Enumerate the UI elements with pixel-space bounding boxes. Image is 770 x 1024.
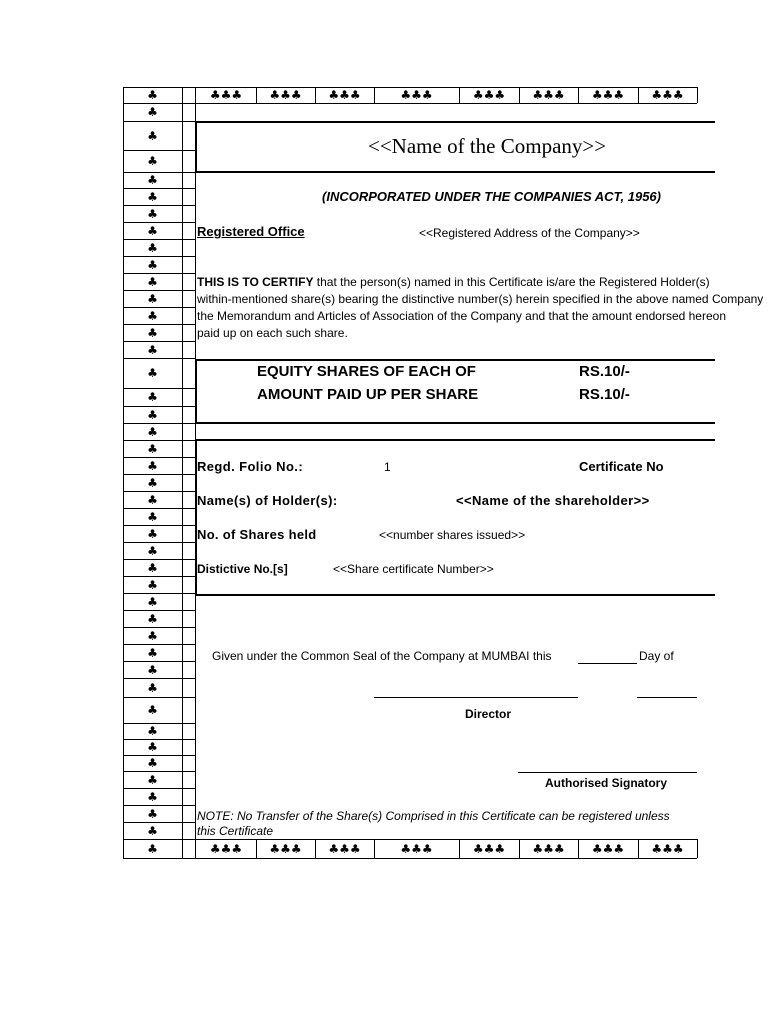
club-glyph: ♣ [147, 308, 158, 323]
grid-row-line [123, 627, 196, 628]
equity-line1-value: RS.10/- [579, 363, 630, 380]
equity-line2-value: RS.10/- [579, 386, 630, 403]
grid-row-line [123, 678, 196, 679]
club-glyph: ♣ [147, 342, 158, 357]
club-glyph: ♣ [147, 789, 158, 804]
grid-bottom-line [123, 858, 697, 859]
grid-row-line [123, 239, 196, 240]
grid-row-line [123, 440, 196, 441]
club-glyph: ♣ [147, 128, 158, 143]
club-glyph: ♣ [147, 560, 158, 575]
registered-office-label [197, 224, 315, 242]
certify-line [197, 291, 764, 308]
incorporated-text: (INCORPORATED UNDER THE COMPANIES ACT, 1956) [322, 189, 661, 204]
club-glyph: ♣ [147, 526, 158, 541]
club-glyph: ♣ [147, 366, 158, 380]
folio-label: Regd. Folio No.: [197, 459, 304, 474]
grid-row-line [123, 121, 196, 122]
club-glyph: ♣ [147, 291, 158, 306]
grid-row-line [123, 358, 196, 359]
auth-signatory-label: Authorised Signatory [545, 776, 668, 790]
certify-paragraph [197, 274, 764, 346]
club-glyph: ♣ [147, 189, 158, 204]
grid-row-line [123, 576, 196, 577]
note-line: this Certificate [197, 824, 274, 838]
band-club-glyphs: ♣♣♣ [400, 841, 433, 856]
grid-row-line [123, 610, 196, 611]
band-club-glyphs: ♣♣♣ [269, 841, 302, 856]
club-glyph: ♣ [147, 740, 158, 754]
certify-line [197, 325, 697, 342]
grid-row-line [123, 788, 196, 789]
band-club-glyphs: ♣♣♣ [400, 88, 433, 102]
club-glyph: ♣ [147, 611, 158, 626]
company-name: <<Name of the Company>> [368, 134, 607, 158]
grid-row-line [123, 805, 196, 806]
grid-row-line [123, 771, 196, 772]
grid-row-line [123, 508, 196, 509]
grid-row-line [123, 307, 196, 308]
shares-held-label: No. of Shares held [197, 527, 317, 542]
club-glyph: ♣ [147, 756, 158, 770]
grid-row-line [123, 474, 196, 475]
grid-row-line [123, 290, 196, 291]
grid-row-line [123, 388, 196, 389]
band-club-glyphs: ♣♣♣ [472, 841, 506, 856]
club-glyph: ♣ [147, 325, 158, 340]
grid-row-line [123, 172, 196, 173]
grid-row-line [123, 205, 196, 206]
club-glyph: ♣ [147, 645, 158, 660]
second-signature-line [637, 697, 697, 698]
auth-signatory-line [518, 772, 697, 773]
club-glyph: ♣ [147, 475, 158, 490]
distinctive-label: Distictive No.[s] [197, 562, 288, 576]
grid-row-line [123, 755, 196, 756]
grid-row-line [123, 739, 196, 740]
grid-row-line [123, 341, 196, 342]
band-divider [697, 87, 698, 103]
band-club-glyphs: ♣♣♣ [472, 88, 506, 102]
grid-row-line [123, 525, 196, 526]
certify-line-text: paid up on each such share. [197, 326, 348, 340]
club-glyph: ♣ [147, 772, 158, 787]
grid-row-line [123, 644, 196, 645]
grid-row-line [123, 222, 196, 223]
club-glyph: ♣ [147, 577, 158, 592]
grid-row-line [123, 324, 196, 325]
grid-row-line [123, 542, 196, 543]
band-club-glyphs: ♣♣♣ [651, 841, 684, 856]
band-club-glyphs: ♣♣♣ [591, 88, 625, 102]
band-club-glyphs: ♣♣♣ [209, 841, 243, 856]
club-glyph: ♣ [147, 206, 158, 221]
equity-line1-label: EQUITY SHARES OF EACH OF [257, 363, 476, 380]
club-glyph: ♣ [147, 173, 158, 187]
certify-line-text: the Memorandum and Articles of Association of the Company and that the amount endorsed hereon [197, 309, 726, 323]
note-text [197, 809, 697, 841]
club-glyph: ♣ [147, 223, 158, 238]
club-glyph: ♣ [147, 823, 158, 838]
grid-column-line [182, 87, 183, 859]
club-glyph: ♣ [147, 424, 158, 439]
club-glyph: ♣ [147, 274, 158, 289]
band-club-glyphs: ♣♣♣ [269, 88, 302, 102]
grid-row-line [123, 150, 196, 151]
club-glyph: ♣ [147, 628, 158, 643]
grid-row-line [123, 423, 196, 424]
club-glyph: ♣ [147, 509, 158, 524]
club-glyph: ♣ [147, 154, 158, 168]
club-glyph: ♣ [147, 680, 158, 695]
holder-label: Name(s) of Holder(s): [197, 493, 338, 508]
certificate-no-label: Certificate No [579, 459, 664, 474]
grid-row-line [123, 723, 196, 724]
club-glyph: ♣ [147, 407, 158, 422]
club-glyph: ♣ [147, 458, 158, 473]
grid-row-line [123, 839, 196, 840]
club-glyph: ♣ [147, 105, 158, 119]
grid-row-line [123, 491, 196, 492]
certify-lead: THIS IS TO CERTIFY [197, 275, 314, 289]
holder-value: <<Name of the shareholder>> [456, 493, 650, 508]
band-club-glyphs: ♣♣♣ [328, 841, 361, 856]
grid-row-line [123, 593, 196, 594]
certify-line [197, 308, 726, 325]
club-glyph: ♣ [147, 240, 158, 255]
director-label: Director [465, 707, 512, 721]
grid-row-line [123, 273, 196, 274]
band-divider [697, 839, 698, 858]
grid-row-line [123, 661, 196, 662]
club-glyph: ♣ [147, 703, 158, 717]
grid-row-line [123, 697, 196, 698]
band-club-glyphs: ♣♣♣ [532, 88, 565, 102]
certify-line [197, 274, 710, 291]
club-glyph: ♣ [147, 594, 158, 609]
folio-value: 1 [384, 460, 391, 474]
director-signature-line [374, 697, 578, 698]
club-glyph: ♣ [147, 390, 158, 404]
club-glyph: ♣ [147, 441, 158, 456]
equity-line2-label: AMOUNT PAID UP PER SHARE [257, 386, 479, 403]
shares-held-value: <<number shares issued>> [379, 528, 526, 542]
band-club-glyphs: ♣♣♣ [532, 841, 565, 856]
registered-address: <<Registered Address of the Company>> [419, 226, 640, 240]
certify-line-text: within-mentioned share(s) bearing the distinctive number(s) herein specified in the above named Company [197, 292, 764, 306]
grid-row-line [123, 256, 196, 257]
club-glyph: ♣ [147, 492, 158, 507]
note-line: NOTE: No Transfer of the Share(s) Comprised in this Certificate can be registered unless [197, 809, 670, 823]
club-glyph: ♣ [147, 841, 158, 856]
day-of-text: Day of [639, 649, 674, 663]
club-glyph: ♣ [147, 724, 158, 738]
grid-row-line [123, 822, 196, 823]
club-glyph: ♣ [147, 543, 158, 558]
band-club-glyphs: ♣♣♣ [328, 88, 361, 102]
grid-row-line [123, 559, 196, 560]
band-club-glyphs: ♣♣♣ [591, 841, 625, 856]
grid-row-line [123, 103, 196, 104]
day-blank-line [578, 663, 637, 664]
club-glyph: ♣ [147, 88, 158, 102]
club-glyph: ♣ [147, 806, 158, 821]
grid-row-line [123, 457, 196, 458]
band-line [196, 103, 697, 104]
certify-line-text: that the person(s) named in this Certificate is/are the Registered Holder(s) [313, 275, 710, 289]
seal-text: Given under the Common Seal of the Company at MUMBAI this [212, 649, 552, 663]
band-club-glyphs: ♣♣♣ [651, 88, 684, 102]
club-glyph: ♣ [147, 257, 158, 272]
distinctive-value: <<Share certificate Number>> [333, 562, 494, 576]
band-club-glyphs: ♣♣♣ [209, 88, 243, 102]
club-glyph: ♣ [147, 662, 158, 677]
grid-row-line [123, 188, 196, 189]
registered-office-label-text: Registered Office [197, 224, 305, 239]
grid-row-line [123, 406, 196, 407]
